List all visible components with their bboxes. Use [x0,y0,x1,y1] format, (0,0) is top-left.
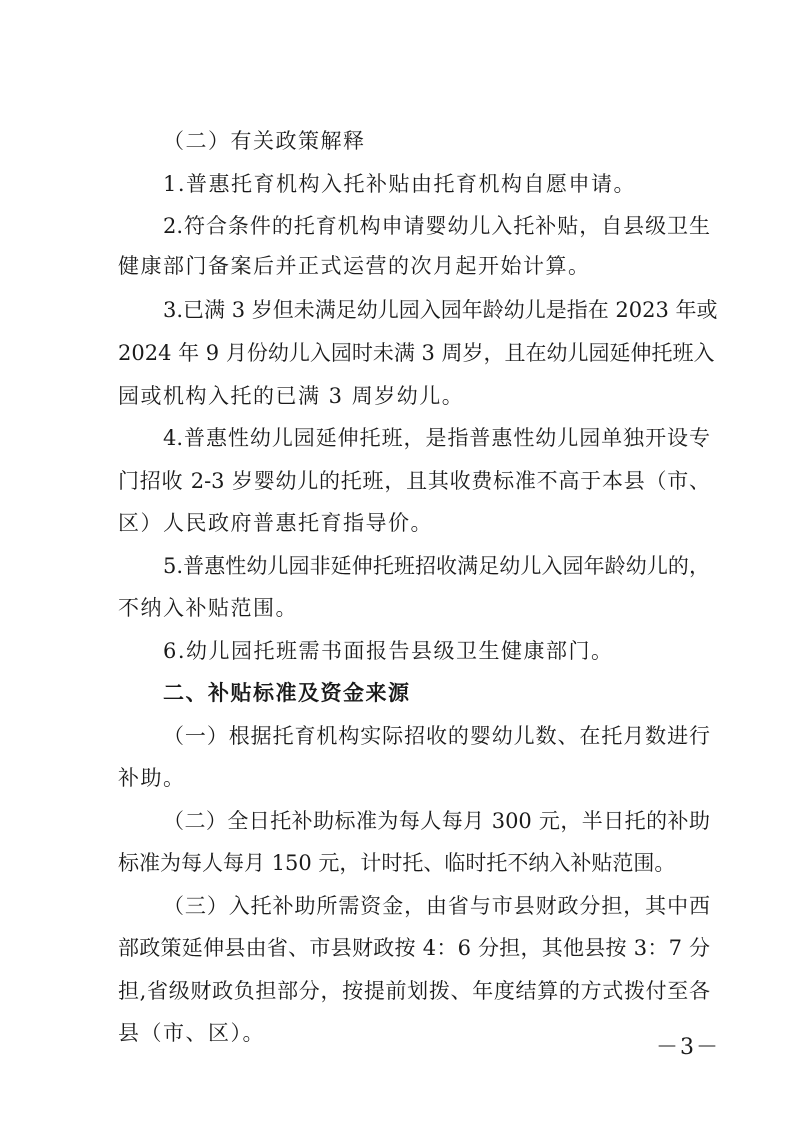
paragraph-line: 2.符合条件的托育机构申请婴幼儿入托补贴，自县级卫生 [163,214,710,238]
paragraph-line: 标准为每人每月 150 元，计时托、临时托不纳入补贴范围。 [118,851,676,875]
paragraph-line: 部政策延伸县由省、市县财政按 4：6 分担，其他县按 3：7 分 [118,936,710,960]
paragraph-line: 区）人民政府普惠托育指导价。 [118,511,433,535]
paragraph-line: 县（市、区）。 [118,1021,265,1045]
paragraph-line: 1.普惠托育机构入托补贴由托育机构自愿申请。 [163,172,637,196]
paragraph-line: 门招收 2-3 岁婴幼儿的托班，且其收费标准不高于本县（市、 [118,469,710,493]
paragraph-line: 2024 年 9 月份幼儿入园时未满 3 周岁，且在幼儿园延伸托班入 [118,341,715,365]
paragraph-line: 6.幼儿园托班需书面报告县级卫生健康部门。 [163,639,614,663]
paragraph-line: （三）入托补助所需资金，由省与市县财政分担，其中西 [163,894,710,918]
paragraph-line: 补助。 [118,766,186,790]
paragraph-line: （一）根据托育机构实际招收的婴幼儿数、在托月数进行 [163,724,710,748]
paragraph-line: 5.普惠性幼儿园非延伸托班招收满足幼儿入园年龄幼儿的， [163,554,710,578]
paragraph-line: 健康部门备案后并正式运营的次月起开始计算。 [118,254,591,278]
paragraph-line: 园或机构入托的已满 3 周岁幼儿。 [118,384,465,408]
page-number: －3－ [656,1035,720,1060]
paragraph-line: 不纳入补贴范围。 [118,596,298,620]
paragraph-line: 4.普惠性幼儿园延伸托班，是指普惠性幼儿园单独开设专 [163,426,710,450]
section-heading-policy-explanation: （二）有关政策解释 [163,129,366,153]
section-heading-subsidy-standards: 二、补贴标准及资金来源 [163,681,411,705]
paragraph-line: 3.已满 3 岁但未满足幼儿园入园年龄幼儿是指在 2023 年或 [163,298,718,322]
paragraph-line: 担,省级财政负担部分，按提前划拨、年度结算的方式拨付至各 [118,979,710,1003]
paragraph-line: （二）全日托补助标准为每人每月 300 元，半日托的补助 [163,809,710,833]
